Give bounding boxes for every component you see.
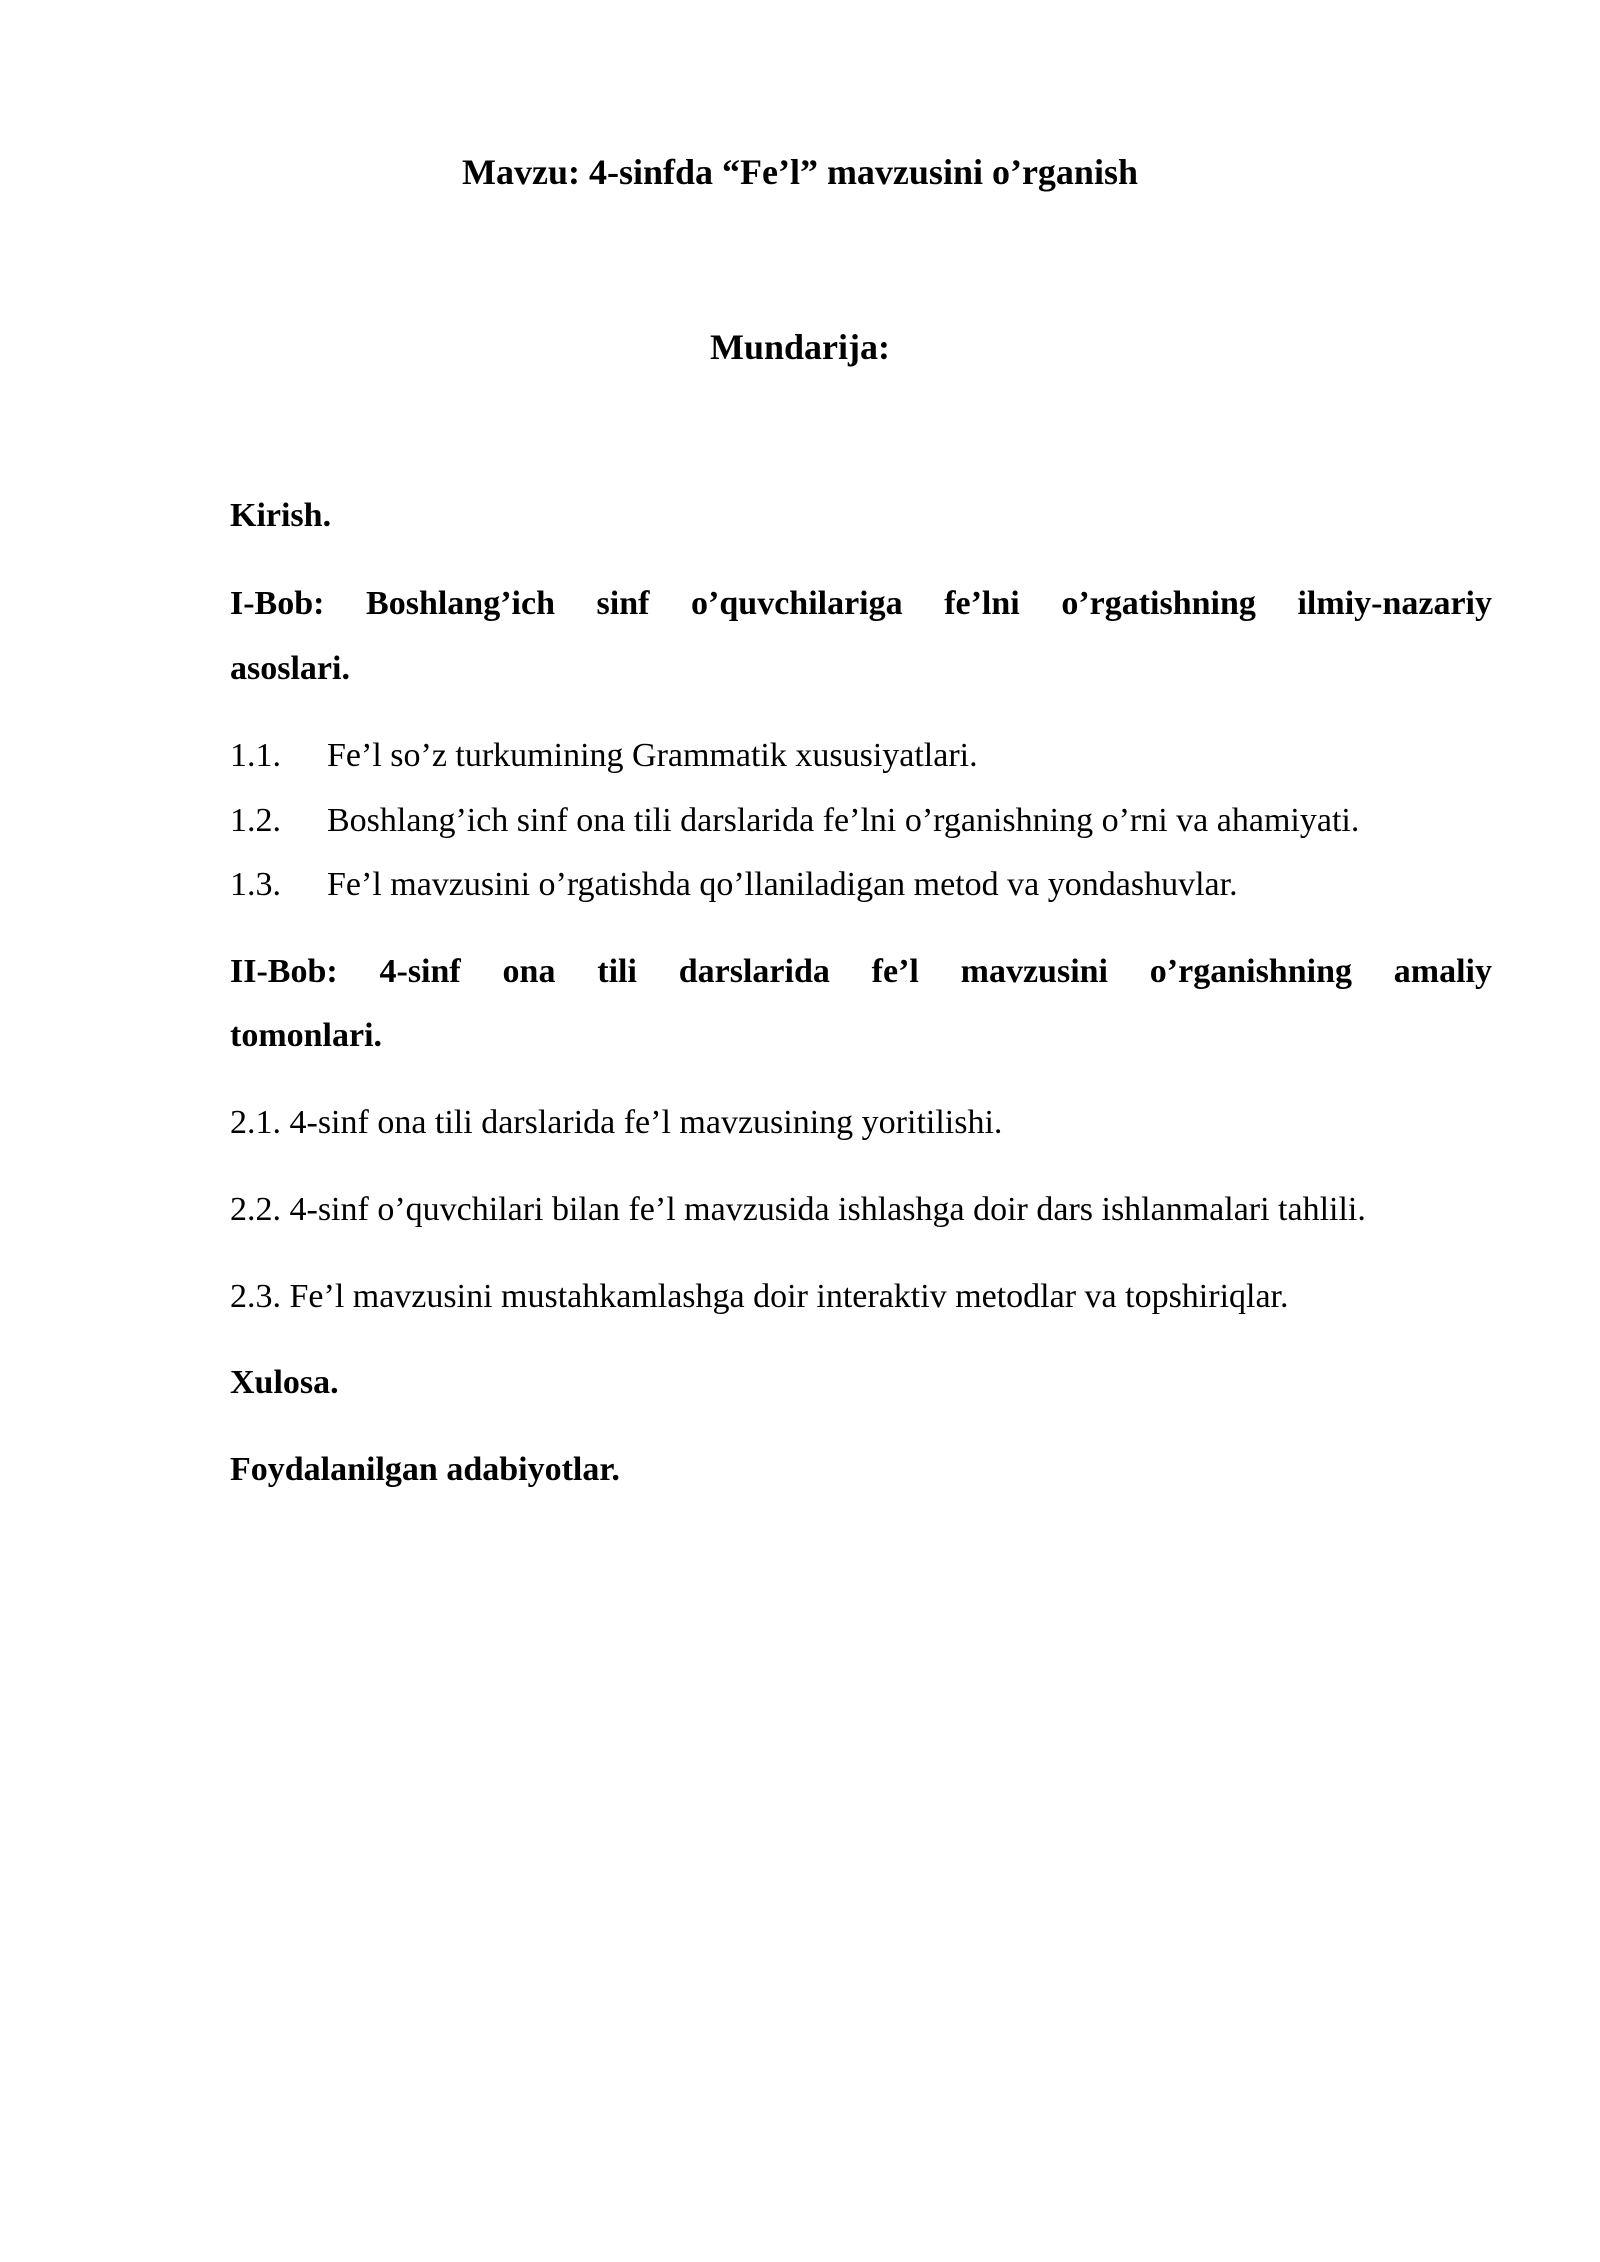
toc-section-1-3 xyxy=(230,866,1492,904)
toc-section-number: 1.2. xyxy=(230,802,281,839)
toc-chapter-1-line2: asoslari. xyxy=(230,650,350,687)
toc-section-text: Boshlang’ich sinf ona tili darslarida fe’lni o’rganishning o’rni va ahamiyati. xyxy=(327,802,1360,839)
toc-section-text: Fe’l so’z turkumining Grammatik xususiyatlari. xyxy=(327,737,978,774)
toc-chapter-2-line1: II-Bob: 4-sinf ona tili darslarida fe’l mavzusini o’rganishning amaliy xyxy=(230,953,1492,990)
toc-section-2-3: 2.3. Fe’l mavzusini mustahkamlashga doir interaktiv metodlar va topshiriqlar. xyxy=(230,1278,1289,1315)
toc-section-2-2: 2.2. 4-sinf o’quvchilari bilan fe’l mavzusida ishlashga doir dars ishlanmalari tahlili. xyxy=(230,1191,1366,1228)
toc-heading: Mundarija: xyxy=(710,327,890,367)
toc-section-2-1: 2.1. 4-sinf ona tili darslarida fe’l mavzusining yoritilishi. xyxy=(230,1104,1003,1141)
toc-section-number: 1.1. xyxy=(230,737,281,774)
toc-item-conclusion: Xulosa. xyxy=(230,1364,339,1401)
toc-section-1-2 xyxy=(230,802,1492,840)
toc-item-references: Foydalanilgan adabiyotlar. xyxy=(230,1451,620,1488)
toc-section-1-1 xyxy=(230,737,1492,775)
toc-section-text: Fe’l mavzusini o’rgatishda qo’llaniladigan metod va yondashuvlar. xyxy=(327,866,1238,903)
toc-chapter-1-line1: I-Bob: Boshlang’ich sinf o’quvchilariga fe’lni o’rgatishning ilmiy-nazariy xyxy=(230,585,1492,622)
toc-chapter-2-line2: tomonlari. xyxy=(230,1017,383,1054)
document-title: Mavzu: 4-sinfda “Fe’l” mavzusini o’rganish xyxy=(461,152,1138,192)
toc-section-number: 1.3. xyxy=(230,866,281,903)
toc-item-introduction: Kirish. xyxy=(230,497,332,534)
